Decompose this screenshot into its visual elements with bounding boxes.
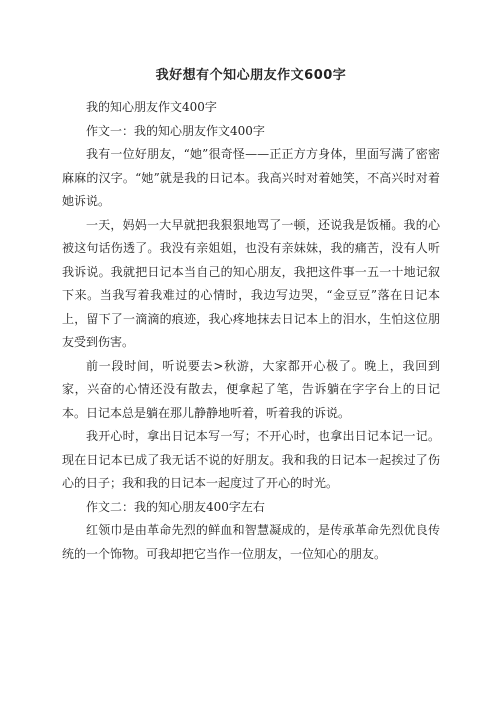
- paragraph-red-scarf: 红领巾是由革命先烈的鲜血和智慧凝成的，是传承革命先烈优良传统的一个饰物。可我却把它当作一位朋友，一位知心的朋友。: [62, 523, 440, 561]
- document-title: 我好想有个知心朋友作文600字: [155, 68, 347, 83]
- paragraph-autumn-trip: 前一段时间，听说要去>秋游，大家都开心极了。晚上，我回到家，兴奋的心情还没有散去，便拿起了笔，告诉躺在字字台上的日记本。日记本总是躺在那儿静静地听着，听着我的诉说。: [62, 358, 440, 420]
- paragraph-happy-sad: 我开心时，拿出日记本写一写；不开心时，也拿出日记本记一记。现在日记本已成了我无话不说的好朋友。我和我的日记本一起挨过了伤心的日子；我和我的日记本一起度过了开心的时光。: [62, 429, 440, 490]
- paragraph-essay-two-heading: 作文二：我的知心朋友400字左右: [86, 499, 265, 514]
- paragraph-scolded-day: 一天，妈妈一大早就把我狠狠地骂了一顿，还说我是饭桶。我的心被这句话伤透了。我没有亲姐姐，也没有亲妹妹，我的痛苦，没有人听我诉说。我就把日记本当自己的知心朋友，我把这件事一五一十地记叙下来。当我写着我难过的心情时，我边写边哭，“金豆豆”落在日记本上，留下了一滴滴的痕迹，我心疼地抹去日记本上的泪水，生怕这位朋友受到伤害。: [62, 217, 440, 349]
- paragraph-subtitle: 我的知心朋友作文400字: [86, 100, 217, 114]
- paragraph-essay-one-heading: 作文一：我的知心朋友作文400字: [86, 123, 265, 138]
- paragraph-diary-friend: 我有一位好朋友，“她”很奇怪——正正方方身体，里面写满了密密麻麻的汉字。“她”就是我的日记本。我高兴时对着她笑，不高兴时对着她诉说。: [62, 147, 440, 208]
